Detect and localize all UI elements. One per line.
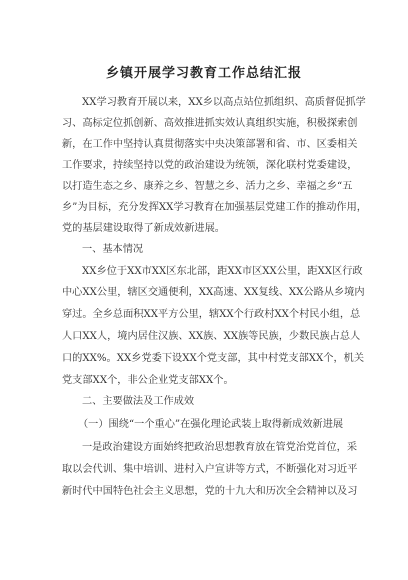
section-heading: 二、主要做法及工作成效 [82, 396, 195, 407]
paragraph-line: 新，在工作中坚持认真贯彻落实中央决策部署和省、市、区委相关 [62, 139, 358, 150]
paragraph-line: XX学习教育开展以来，XX乡以高点站位抓组织、高质督促抓学 [82, 97, 366, 108]
paragraph-line: 党的基层建设取得了新成效新进展。 [62, 223, 225, 234]
paragraph-line: 取以会代训、集中培训、进村入户宣讲等方式，不断强化对习近平 [62, 464, 358, 475]
paragraph-line: 一是政治建设方面始终把政治思想教育放在管党治党首位，采 [82, 442, 358, 453]
paragraph-line: 党支部XX个，非公企业党支部XX个。 [62, 375, 234, 386]
paragraph-line: 穿过。全乡总面积XX平方公里，辖XX个行政村XX个村民小组，总 [62, 309, 361, 320]
paragraph-line: 中心XX公里，辖区交通便利，XX高速、XX复线、XX公路从乡境内 [62, 287, 365, 298]
paragraph-line: 习、高标定位抓创新、高效推进抓实效认真组织实施，积极探索创 [62, 118, 358, 129]
subsection-heading: （一）围绕“一个重心”在强化理论武装上取得新成效新进展 [78, 419, 344, 430]
paragraph-line: 人口XX人，境内居住汉族、XX族、XX族等民族，少数民族占总人 [62, 331, 361, 342]
section-heading: 一、基本情况 [82, 244, 144, 255]
document-title: 乡镇开展学习教育工作总结汇报 [105, 66, 302, 81]
paragraph-line: 乡”为目标，充分发挥XX学习教育在加强基层党建工作的推动作用， [62, 202, 367, 213]
paragraph-line: 口的XX%。XX乡党委下设XX个党支部，其中村党支部XX个，机关 [62, 353, 365, 364]
paragraph-line: XX乡位于XX市XX区东北部，距XX市区XX公里，距XX区行政 [82, 266, 363, 277]
paragraph-line: 以打造生态之乡、康养之乡、智慧之乡、活力之乡、幸福之乡“五 [62, 181, 353, 192]
paragraph-line: 工作要求，持续坚持以党的政治建设为统领，深化联村党委建设， [62, 160, 358, 171]
paragraph-line: 新时代中国特色社会主义思想，党的十九大和历次全会精神以及习 [62, 486, 358, 497]
